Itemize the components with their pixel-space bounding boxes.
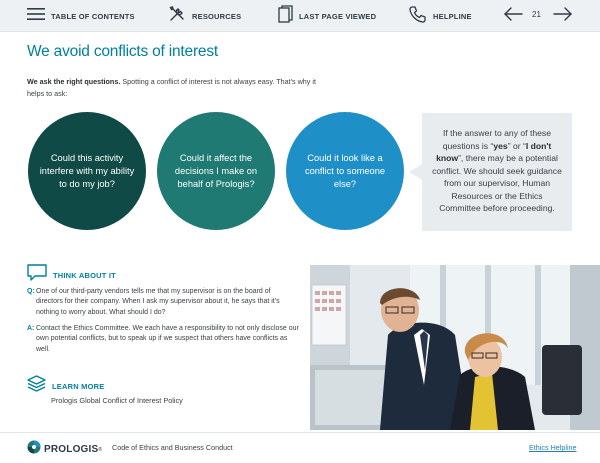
answer-text-pre: If the answer to any of these questions is “	[442, 128, 551, 151]
think-about-it-heading: THINK ABOUT IT	[53, 270, 116, 280]
question-circle-3	[286, 112, 404, 230]
prologis-logo-icon	[27, 440, 41, 459]
layers-icon	[27, 375, 46, 397]
arrow-left-icon	[503, 7, 523, 26]
answer-text-post: ”, there may be a potential conflict. We should seek guidance from our supervisor, Human Resources or the Ethics Committee before proceeding.	[432, 153, 562, 213]
helpline-button[interactable]	[409, 0, 472, 32]
table-of-contents-button[interactable]	[27, 0, 135, 32]
previous-page-button[interactable]	[503, 0, 523, 32]
question-tag: Q:	[27, 288, 35, 295]
hamburger-icon	[27, 7, 45, 25]
answer-yes: yes	[493, 140, 508, 151]
top-navigation-bar	[0, 0, 600, 32]
answer-tag: A:	[27, 325, 35, 332]
question-text-3: Could it look like a conflict to someone else?	[304, 152, 386, 189]
helpline-label: HELPLINE	[433, 11, 472, 21]
think-about-it-header	[27, 264, 116, 286]
resources-label: RESOURCES	[192, 11, 242, 21]
question-text-2: Could it affect the decisions I make on behalf of Prologis?	[174, 152, 258, 189]
answer-block	[27, 324, 299, 355]
document-icon	[278, 5, 293, 28]
last-page-viewed-button[interactable]	[278, 0, 376, 32]
page-title: We avoid conflicts of interest	[27, 43, 218, 60]
office-photo	[310, 265, 600, 430]
conflict-of-interest-policy-link[interactable]: Prologis Global Conflict of Interest Policy	[51, 396, 183, 405]
page-number: 21	[532, 10, 541, 19]
learn-more-heading: LEARN MORE	[52, 381, 105, 391]
logo-trademark: ®	[98, 446, 103, 453]
footer-document-title: Code of Ethics and Business Conduct	[112, 443, 233, 452]
speech-bubble-icon	[27, 264, 47, 286]
learn-more-header	[27, 375, 104, 397]
question-text-1: Could this activity interfere with my ability to do my job?	[39, 152, 135, 189]
question-circle-1	[28, 112, 146, 230]
table-of-contents-label: TABLE OF CONTENTS	[51, 11, 135, 21]
question-circle-2	[157, 112, 275, 230]
arrow-right-icon	[553, 7, 573, 26]
intro-bold: We ask the right questions.	[27, 77, 121, 86]
next-page-button[interactable]	[553, 0, 573, 32]
tools-icon	[168, 5, 186, 28]
question-block	[27, 287, 299, 318]
answer-box-pointer	[409, 164, 422, 180]
logo-text: PROLOGIS	[44, 444, 99, 455]
footer-divider	[0, 432, 600, 433]
answer-text-mid: ” or “	[507, 140, 526, 151]
answer-box	[422, 113, 572, 231]
ethics-helpline-link[interactable]: Ethics Helpline	[529, 443, 577, 452]
phone-icon	[409, 5, 427, 28]
prologis-logo	[27, 440, 102, 459]
question-text: One of our third-party vendors tells me that my supervisor is on the board of directors for their company. When I ask my supervisor about it, he says that it's nothing to worry about. What should I do?	[36, 288, 280, 316]
answer-idk: I don't know	[436, 140, 552, 163]
intro-paragraph	[27, 76, 327, 100]
answer-text: Contact the Ethics Committee. We each have a responsibility to not only disclose our own potential conflicts, but to speak up if we suspect that others have conflicts as well.	[36, 325, 299, 353]
intro-text: Spotting a conflict of interest is not always easy. That's why it helps to ask:	[27, 77, 316, 98]
resources-button[interactable]	[168, 0, 241, 32]
last-page-viewed-label: LAST PAGE VIEWED	[299, 11, 377, 21]
